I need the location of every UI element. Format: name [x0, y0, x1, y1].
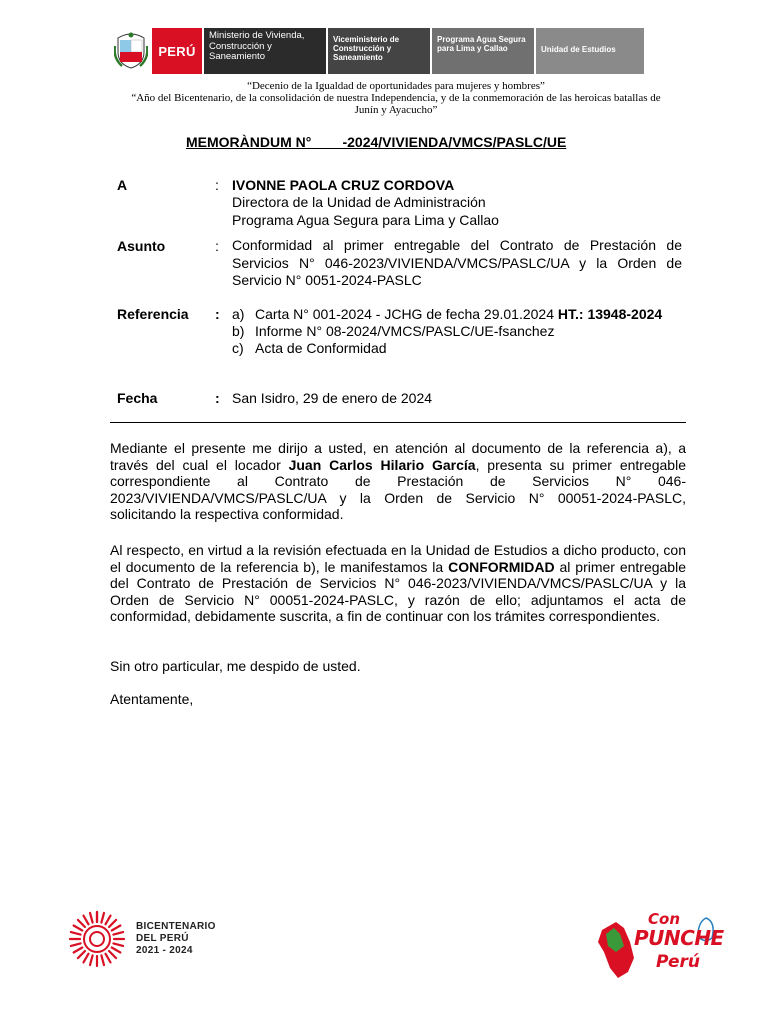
reference-marker: a) — [232, 306, 245, 322]
to-program: Programa Agua Segura para Lima y Callao — [232, 212, 499, 228]
reference-text: Informe N° 08-2024/VMCS/PASLC/UE-fsanchez — [255, 323, 555, 339]
memo-title: MEMORÀNDUM N° -2024/VIVIENDA/VMCS/PASLC/UE — [186, 134, 567, 150]
peru-brand: PERÚ — [152, 28, 202, 74]
bicentenario-logo — [66, 908, 286, 970]
institutional-header — [110, 28, 650, 74]
bicentenario-emblem-icon — [66, 908, 128, 970]
subject-colon: : — [215, 238, 219, 254]
reference-label: Referencia — [117, 306, 189, 322]
subject-label: Asunto — [117, 238, 166, 254]
paragraph-1-text-end: , presenta su primer entregable correspondiente al Contrato de Prestación de Servicios N° 046-2023/VIVIENDA/VMCS/PASLC/UA y la Orden de Servicio N° 00051-2024-PASLC, solicitando la respectiva conformidad. — [110, 456, 686, 522]
conformidad-word: CONFORMIDAD — [448, 558, 555, 575]
paragraph-2-text: Al respecto, en virtud a la revisión efectuada en la Unidad de Estudios a dicho producto, con el documento de la referencia b), le manifestamos la — [110, 542, 686, 575]
date-colon: : — [215, 390, 220, 406]
reference-colon: : — [215, 306, 220, 322]
closing: Atentamente, — [110, 691, 194, 707]
divider — [110, 422, 686, 423]
reference-text: Carta N° 001-2024 - JCHG de fecha 29.01.2024 — [255, 306, 558, 322]
paragraph-2 — [110, 542, 686, 625]
to-name: IVONNE PAOLA CRUZ CORDOVA — [232, 177, 455, 193]
decenio-line2: “Año del Bicentenario, de la consolidación de nuestra Independencia, y de la conmemoración de las heroicas batallas de — [131, 92, 661, 104]
reference-ht: HT.: 13948-2024 — [557, 306, 663, 322]
to-position: Directora de la Unidad de Administración — [232, 194, 486, 210]
bicentenario-text — [136, 921, 216, 957]
date-label: Fecha — [117, 390, 158, 406]
decenio-line3: Junín y Ayacucho” — [354, 104, 438, 116]
subject-text: Conformidad al primer entregable del Contrato de Prestación de Servicios N° 046-2023/VIVIENDA/VMCS/PASLC/UA y la Orden de Servicio N° 0051-2024-PASLC — [232, 237, 682, 288]
reference-marker: c) — [232, 340, 244, 356]
decenio-line1: “Decenio de la Igualdad de oportunidades para mujeres y hombres” — [247, 80, 545, 92]
programa-label: Programa Agua Segura para Lima y Callao — [430, 28, 534, 74]
locador-name: Juan Carlos Hilario García — [288, 456, 476, 473]
reference-item — [232, 340, 680, 356]
punche-peru: Perú — [656, 952, 701, 972]
to-label: A — [117, 177, 128, 193]
coat-of-arms-icon — [110, 28, 152, 74]
punche-con: Con — [648, 910, 680, 928]
paragraph-2-text-end: al primer entregable del Contrato de Prestación de Servicios N° 046-2023/VIVIENDA/VMCS/PASLC/UA y la Orden de Servicio N° 00051-2024-PASLC, y razón de ello; adjuntamos el acta de conformidad, debidamente suscrita, a fin de continuar con los trámites correspondientes. — [110, 558, 686, 624]
ministry-label: Ministerio de Vivienda, Construcción y Saneamiento — [202, 28, 326, 74]
reference-item — [232, 306, 680, 322]
decenio-text — [100, 80, 692, 116]
bicentenario-line1: BICENTENARIO — [136, 921, 216, 932]
reference-text: Acta de Conformidad — [255, 340, 387, 356]
bicentenario-line3: 2021 - 2024 — [136, 945, 193, 956]
to-colon: : — [215, 177, 219, 193]
punche-word: PUNCHE — [634, 926, 724, 950]
paragraph-3: Sin otro particular, me despido de usted. — [110, 658, 361, 674]
reference-marker: b) — [232, 323, 245, 339]
date-text: San Isidro, 29 de enero de 2024 — [232, 390, 433, 406]
viceministry-label: Viceministerio de Construcción y Saneamiento — [326, 28, 430, 74]
paragraph-1 — [110, 440, 686, 523]
unidad-label: Unidad de Estudios — [534, 28, 644, 74]
con-punche-peru-logo — [594, 908, 724, 982]
paragraph-1-text: Mediante el presente me dirijo a usted, en atención al documento de la referencia a), a través del cual el locador — [110, 440, 686, 473]
bicentenario-line2: DEL PERÚ — [136, 933, 189, 944]
reference-item — [232, 323, 680, 339]
